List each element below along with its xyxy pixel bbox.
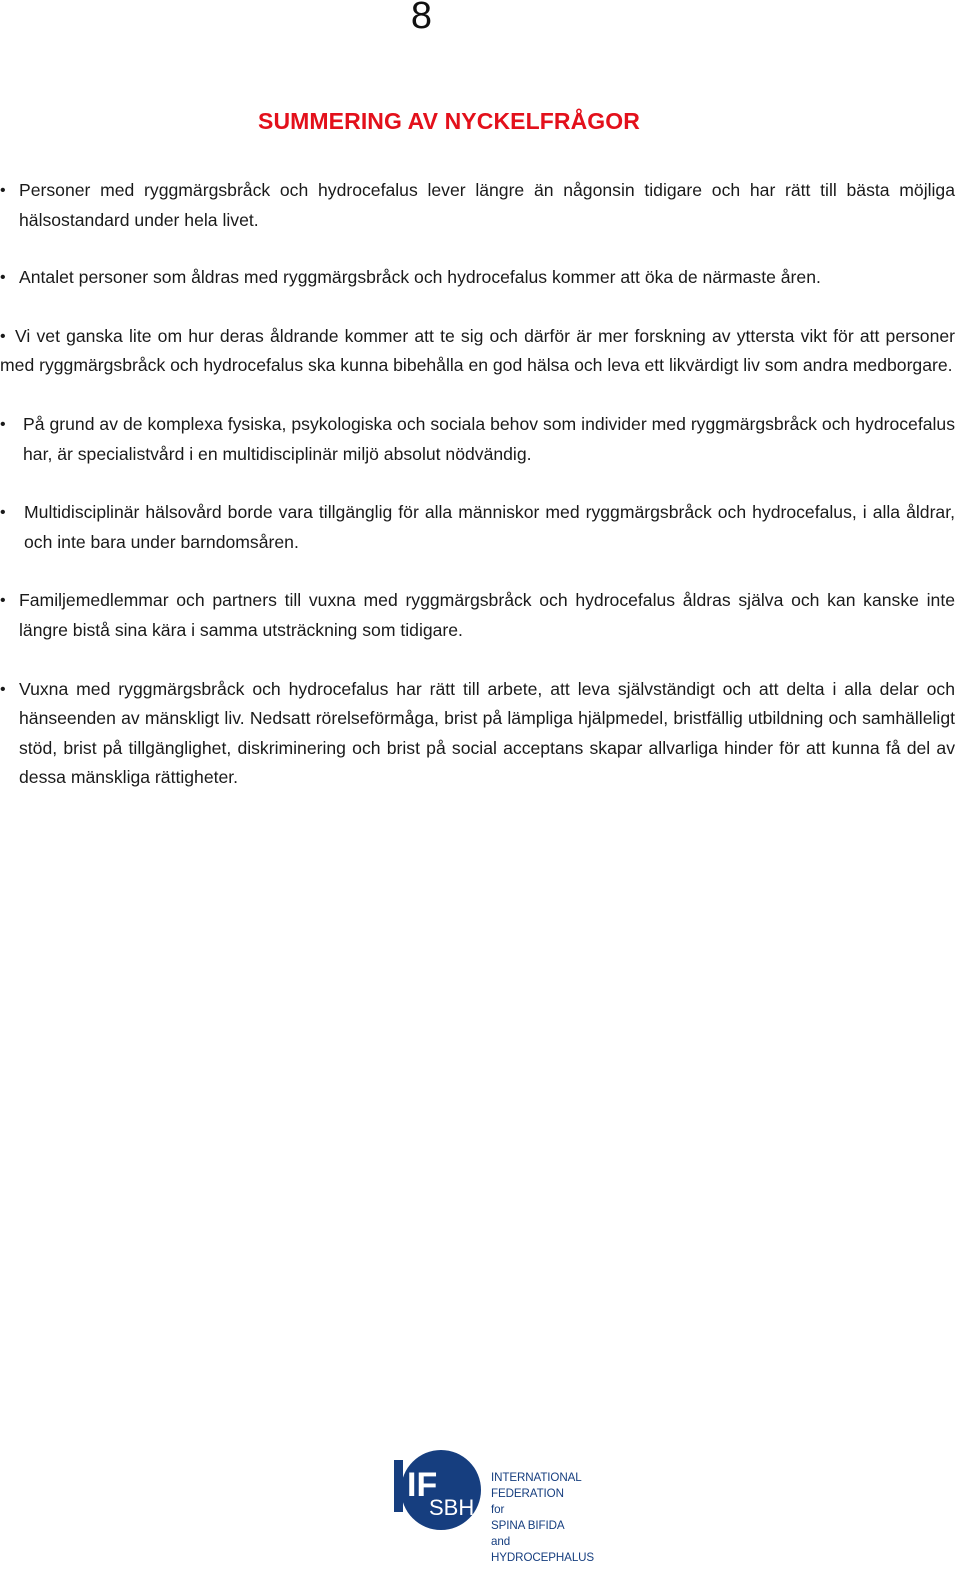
ifsbh-logo: [392, 1444, 595, 1572]
logo-line: HYDROCEPHALUS: [491, 1551, 595, 1564]
logo-line: and: [491, 1535, 511, 1548]
bullet-icon: •: [0, 680, 6, 698]
logo-line: SPINA BIFIDA: [491, 1519, 565, 1532]
page-number: 8: [410, 0, 433, 37]
list-item: [0, 498, 955, 557]
ifsbh-logo-icon: [392, 1444, 484, 1536]
list-item-text: Vuxna med ryggmärgsbråck och hydrocefalus har rätt till arbete, att leva självständigt och att delta i alla delar och hänseenden av mänskligt liv. Nedsatt rörelseförmåga, brist på lämpliga hjälpmedel, bristfällig utbildning och samhälleligt stöd, brist på tillgänglighet, diskriminering och brist på social acceptans skapar allvarliga hinder för att kunna få del av dessa mänskliga rättigheter.: [19, 678, 955, 788]
logo-mark-subtext: SBH: [429, 1495, 475, 1520]
list-item: [0, 176, 955, 235]
list-item: [0, 586, 955, 645]
logo-wordmark: [491, 1470, 594, 1566]
list-item: [0, 322, 955, 381]
bullet-icon: •: [0, 327, 6, 345]
bullet-icon: •: [0, 592, 6, 610]
bullet-icon: •: [0, 415, 6, 433]
logo-line: INTERNATIONAL: [491, 1471, 582, 1484]
list-item: [0, 263, 955, 293]
list-item-text: Vi vet ganska lite om hur deras åldrande kommer att te sig och därför är mer forskning av yttersta vikt för att personer med ryggmärgsbråck och hydrocefalus ska kunna bibehålla en god hälsa och leva ett likvärdigt liv som andra medborgare.: [0, 325, 955, 376]
logo-line: for: [491, 1503, 505, 1516]
bullet-icon: •: [0, 269, 6, 287]
list-item-text: Familjemedlemmar och partners till vuxna med ryggmärgsbråck och hydrocefalus åldras själva och kan kanske inte längre bistå sina kära i samma utsträckning som tidigare.: [19, 590, 955, 640]
list-item: [0, 410, 955, 469]
key-points-list: [0, 176, 955, 793]
list-item: [0, 675, 955, 793]
list-item-text: Antalet personer som åldras med ryggmärgsbråck och hydrocefalus kommer att öka de närmaste åren.: [19, 267, 821, 288]
list-item-text: Personer med ryggmärgsbråck och hydrocefalus lever längre än någonsin tidigare och har rätt till bästa möjliga hälsostandard under hela livet.: [19, 180, 955, 230]
list-item-text: Multidisciplinär hälsovård borde vara tillgänglig för alla människor med ryggmärgsbråck och hydrocefalus, i alla åldrar, och inte bara under barndomsåren.: [24, 502, 955, 552]
bullet-icon: •: [0, 182, 6, 199]
section-title: SUMMERING AV NYCKELFRÅGOR: [258, 108, 640, 134]
bullet-icon: •: [0, 504, 6, 522]
logo-line: FEDERATION: [491, 1487, 564, 1500]
list-item-text: På grund av de komplexa fysiska, psykologiska och sociala behov som individer med ryggmärgsbråck och hydrocefalus har, är specialistvård i en multidisciplinär miljö absolut nödvändig.: [23, 413, 955, 464]
logo-mark-text: IF: [407, 1466, 438, 1504]
